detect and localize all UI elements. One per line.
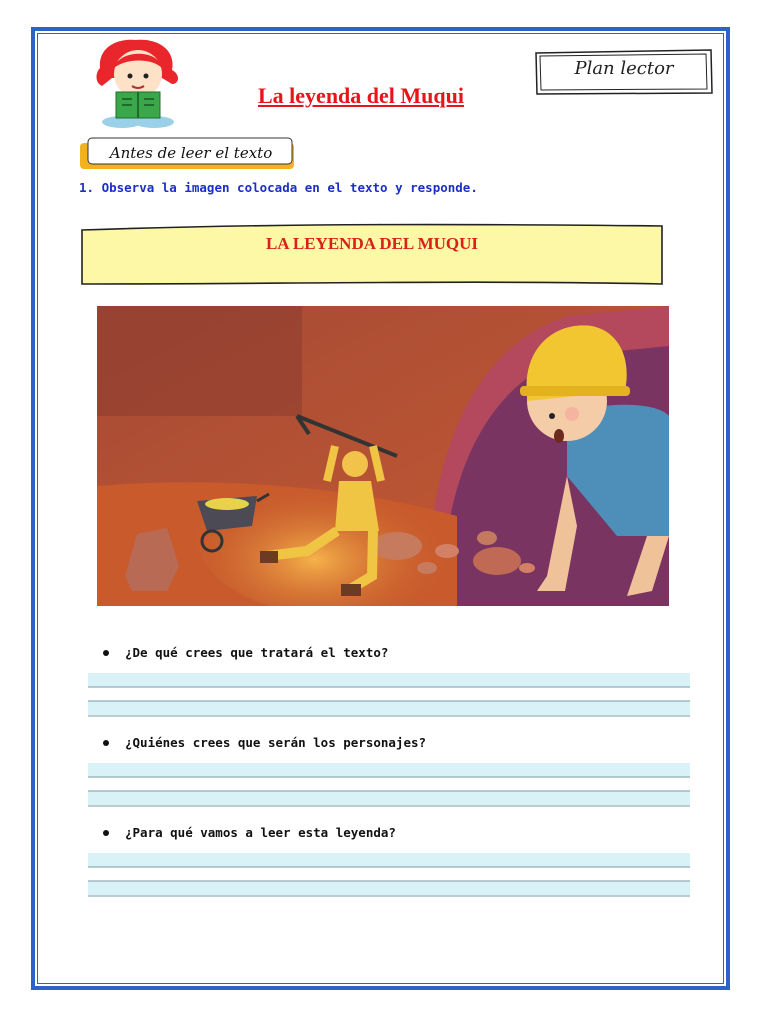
- question-text: ¿De qué crees que tratará el texto?: [125, 645, 389, 660]
- plan-label: Plan lector: [574, 58, 674, 79]
- title-banner: [80, 222, 664, 288]
- question-text: ¿Quiénes crees que serán los personajes?: [125, 735, 427, 750]
- answer-lines-2[interactable]: [88, 763, 690, 807]
- question-2: [103, 735, 426, 750]
- answer-lines-3[interactable]: [88, 853, 690, 897]
- question-3: [103, 825, 396, 840]
- bullet-icon: [103, 650, 109, 656]
- instruction-text: 1. Observa la imagen colocada en el texto y responde.: [79, 180, 478, 195]
- page-title: La leyenda del Muqui: [258, 83, 464, 108]
- miner-in-cave-illustration: [97, 306, 669, 606]
- bullet-icon: [103, 830, 109, 836]
- question-1: [103, 645, 388, 660]
- answer-lines-1[interactable]: [88, 673, 690, 717]
- banner-title: LA LEYENDA DEL MUQUI: [265, 234, 479, 253]
- girl-reading-book-icon: [92, 34, 184, 130]
- section-label: Antes de leer el texto: [109, 144, 273, 162]
- bullet-icon: [103, 740, 109, 746]
- question-text: ¿Para qué vamos a leer esta leyenda?: [125, 825, 396, 840]
